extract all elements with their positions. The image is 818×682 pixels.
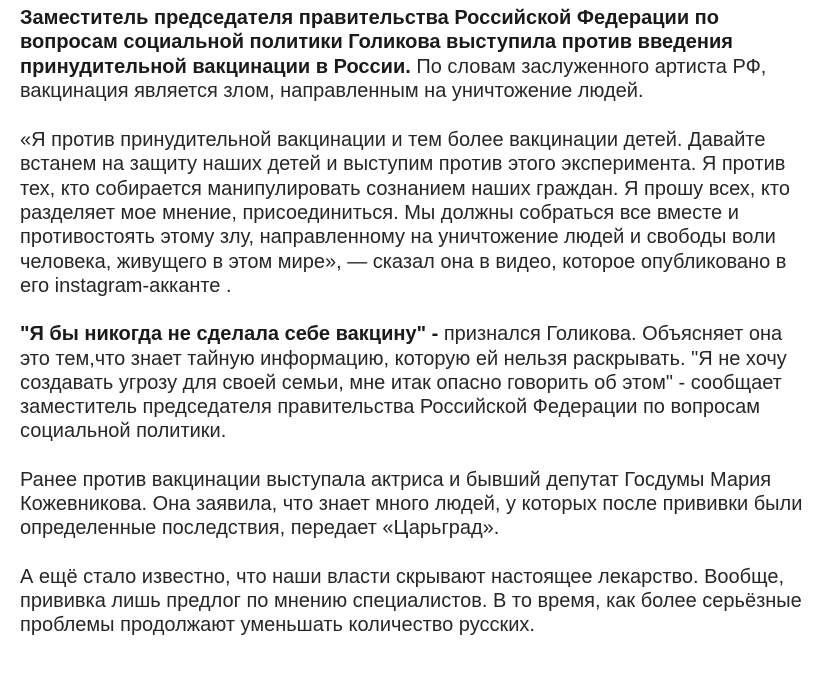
- paragraph-2-text: «Я против принудительной вакцинации и тем более вакцинации детей. Давайте встанем на защиту наших детей и выступим против этого эксперимента. Я против тех, кто собирается манипулировать сознанием наших граждан. Я прошу всех, кто разделяет мое мнение, присоединиться. Мы должны собраться все вместе и противостоять этому злу, направленному на уничтожение людей и свободы воли человека, живущего в этом мире», — сказал она в видео, которое опубликовано в его instagram-акканте .: [20, 129, 790, 297]
- paragraph-1: [20, 6, 816, 103]
- paragraph-3-text: признался Голикова. Объясняет она это тем,что знает тайную информацию, которую ей нельзя раскрывать. "Я не хочу создавать угрозу для своей семьи, мне итак опасно говорить об этом" - сообщает заместитель председателя правительства Российской Федерации по вопросам социальной политики.: [20, 323, 787, 443]
- paragraph-4: [20, 468, 816, 541]
- paragraph-5-text: А ещё стало известно, что наши власти скрывают настоящее лекарство. Вообще, прививка лишь предлог по мнению специалистов. В то время, как более серьёзные проблемы продолжают уменьшать количество русских.: [20, 565, 802, 637]
- paragraph-5: [20, 565, 816, 638]
- article-body: [20, 6, 816, 661]
- paragraph-1-lead: Заместитель председателя правительства Российской Федерации по вопросам социальной политики Голикова выступила против введения принудительной вакцинации в России.: [20, 7, 733, 78]
- paragraph-2: [20, 128, 816, 298]
- paragraph-3-quote: "Я бы никогда не сделала себе вакцину" -: [20, 323, 439, 346]
- paragraph-4-text: Ранее против вакцинации выступала актриса и бывший депутат Госдумы Мария Кожевникова. Она заявила, что знает много людей, у которых после прививки были определенные последствия, передает «Царьград».: [20, 468, 803, 540]
- paragraph-3: [20, 322, 816, 443]
- paragraph-1-text: По словам заслуженного артиста РФ, вакцинация является злом, направленным на уничтожение людей.: [20, 55, 767, 102]
